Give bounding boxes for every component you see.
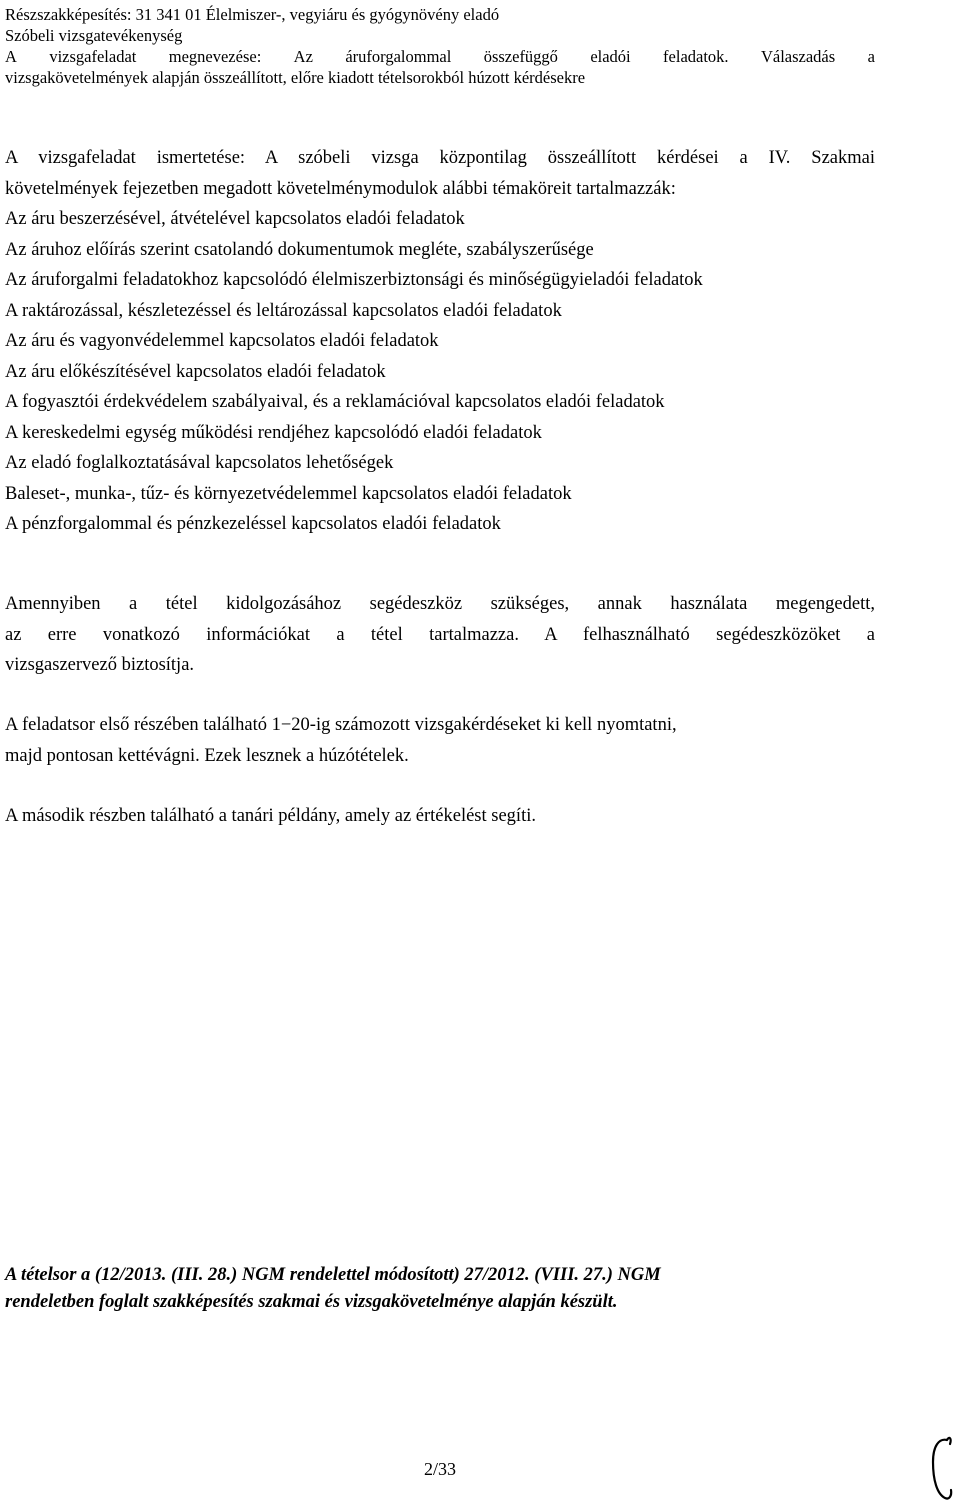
paragraph-line: A második részben található a tanári példány, amely az értékelést segíti. (5, 806, 536, 826)
header-task-line2: vizsgakövetelmények alapján összeállított, előre kiadott tételsorokból húzott kérdésekre (5, 68, 586, 87)
header-qualification: Részszakképesítés: 31 341 01 Élelmiszer-, vegyiáru és gyógynövény eladó (5, 5, 500, 24)
topic-item: A fogyasztói érdekvédelem szabályaival, és a reklamációval kapcsolatos eladói feladatok (5, 392, 665, 412)
topic-item: Az áruhoz előírás szerint csatolandó dokumentumok megléte, szabályszerűsége (5, 239, 594, 260)
topic-item: A kereskedelmi egység működési rendjéhez kapcsolódó eladói feladatok (5, 422, 542, 443)
header-task-word: Az (293, 47, 313, 66)
paragraph-printing (5, 710, 875, 771)
intro-line: A vizsgafeladat ismertetése: A szóbeli vizsga központilag összeállított kérdései a IV. Szakmai (5, 148, 875, 168)
header-task-word: feladatok. (663, 47, 729, 66)
header-task-word: vizsgafeladat (49, 47, 137, 66)
topic-item: Az áru és vagyonvédelemmel kapcsolatos eladói feladatok (5, 331, 439, 351)
header-task-word: összefüggő (483, 47, 558, 66)
header-activity: Szóbeli vizsgatevékenység (5, 26, 183, 45)
paragraph-line: A feladatsor első részében található 1−20-ig számozott vizsgakérdéseket ki kell nyomtatni, (5, 715, 677, 735)
paragraph-line: majd pontosan kettévágni. Ezek lesznek a húzótételek. (5, 745, 409, 766)
legal-basis-note (5, 1262, 875, 1316)
paragraph-tools (5, 589, 875, 681)
header-task-line1 (5, 46, 875, 67)
paragraph-line: az erre vonatkozó információkat a tétel tartalmazza. A felhasználható segédeszközöket a (5, 624, 875, 645)
legal-basis-line: A tételsor a (12/2013. (III. 28.) NGM rendelettel módosított) 27/2012. (VIII. 27.) NGM (5, 1265, 661, 1285)
signature-mark (925, 1432, 955, 1502)
header-task-word: áruforgalommal (345, 47, 452, 66)
topic-item: Az eladó foglalkoztatásával kapcsolatos lehetőségek (5, 453, 394, 473)
page-number: 2/33 (423, 1459, 456, 1479)
topic-item: A raktározással, készletezéssel és leltározással kapcsolatos eladói feladatok (5, 300, 562, 321)
paragraph-line: Amennyiben a tétel kidolgozásához segédeszköz szükséges, annak használata megengedett, (5, 594, 875, 614)
legal-basis-line: rendeletben foglalt szakképesítés szakmai és vizsgakövetelménye alapján készült. (5, 1292, 618, 1312)
intro-section (5, 143, 875, 540)
topic-item: Az áru beszerzésével, átvételével kapcsolatos eladói feladatok (5, 209, 465, 229)
paragraph-teacher-copy (5, 801, 875, 832)
page-header (5, 4, 875, 88)
header-task-word: eladói (590, 47, 631, 66)
topic-item: Baleset-, munka-, tűz- és környezetvédelemmel kapcsolatos eladói feladatok (5, 483, 572, 504)
header-task-word: Válaszadás (760, 47, 836, 66)
header-task-word: megnevezése: (168, 47, 262, 66)
header-task-word: A (5, 47, 17, 66)
topic-list (5, 204, 875, 540)
topic-item: Az áru előkészítésével kapcsolatos eladói feladatok (5, 361, 386, 382)
topic-item: A pénzforgalommal és pénzkezeléssel kapcsolatos eladói feladatok (5, 514, 501, 534)
topic-item: Az áruforgalmi feladatokhoz kapcsolódó élelmiszerbiztonsági és minőségügyieladói feladatok (5, 270, 703, 290)
header-task-word: a (867, 47, 875, 66)
paragraph-line: vizsgaszervező biztosítja. (5, 655, 195, 675)
intro-line: követelmények fejezetben megadott követelménymodulok alábbi témaköreit tartalmazzák: (5, 178, 676, 199)
